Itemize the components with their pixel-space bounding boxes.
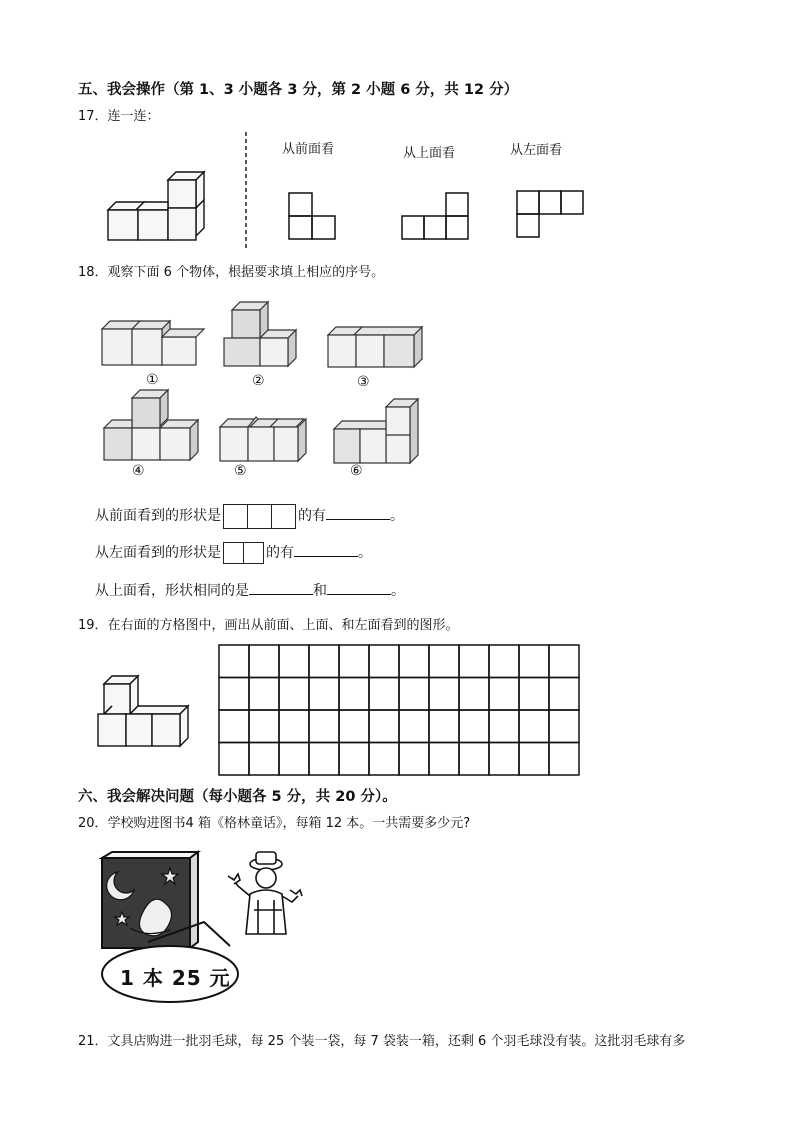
grid-cell[interactable] — [429, 710, 459, 743]
q18-line-front-prefix: 从前面看到的形状是 — [95, 508, 221, 524]
grid-cell[interactable] — [279, 743, 309, 776]
q18-line-top-mid: 和 — [313, 583, 327, 599]
grid-cell[interactable] — [459, 710, 489, 743]
grid-cell[interactable] — [519, 645, 549, 678]
q18-object-2 — [222, 300, 302, 372]
q18-object-4-label: ④ — [132, 463, 145, 479]
q18-object-1 — [100, 317, 206, 369]
q18-answer-blank-front[interactable] — [326, 519, 390, 520]
q17-label-left: 从左面看 — [510, 143, 563, 158]
q17-label-front: 从前面看 — [282, 142, 335, 157]
q17-dashed-divider — [244, 132, 248, 248]
q18-line-front-end: 。 — [390, 508, 404, 524]
q20-speech-bubble — [100, 910, 300, 1006]
grid-cell[interactable] — [429, 743, 459, 776]
question-19-text: 19．在右面的方格图中，画出从前面、上面、和左面看到的图形。 — [78, 618, 459, 633]
grid-cell[interactable] — [309, 743, 339, 776]
grid-cell[interactable] — [459, 645, 489, 678]
grid-cell[interactable] — [549, 645, 579, 678]
q18-object-5-label: ⑤ — [234, 463, 247, 479]
grid-cell[interactable] — [399, 645, 429, 678]
question-17-text: 17．连一连： — [78, 109, 160, 124]
grid-cell[interactable] — [549, 710, 579, 743]
front-view-shape-three-squares — [223, 504, 296, 529]
grid-cell[interactable] — [339, 645, 369, 678]
grid-cell[interactable] — [369, 645, 399, 678]
grid-cell[interactable] — [489, 710, 519, 743]
section-5-title: 五、我会操作（第 1、3 小题各 3 分，第 2 小题 6 分，共 12 分） — [78, 82, 519, 98]
grid-cell[interactable] — [249, 678, 279, 711]
q17-cube-figure — [100, 168, 210, 246]
q18-line-front — [95, 503, 404, 529]
question-21-text: 21．文具店购进一批羽毛球，每 25 个装一袋，每 7 袋装一箱，还剩 6 个羽毛球没有装。这批羽毛球有多 — [78, 1034, 686, 1049]
grid-cell[interactable] — [489, 743, 519, 776]
grid-cell[interactable] — [489, 678, 519, 711]
q18-object-6-label: ⑥ — [350, 463, 363, 479]
q18-line-left — [95, 540, 372, 566]
q18-object-5 — [218, 415, 310, 463]
grid-cell[interactable] — [219, 645, 249, 678]
grid-cell[interactable] — [219, 743, 249, 776]
q18-object-2-label: ② — [252, 373, 265, 389]
question-18-text: 18．观察下面 6 个物体，根据要求填上相应的序号。 — [78, 265, 385, 280]
grid-cell[interactable] — [339, 743, 369, 776]
q20-bubble-price-text: 1 本 25 元 — [120, 966, 231, 990]
grid-cell[interactable] — [429, 678, 459, 711]
grid-cell[interactable] — [519, 710, 549, 743]
grid-cell[interactable] — [399, 743, 429, 776]
grid-cell[interactable] — [309, 645, 339, 678]
grid-cell[interactable] — [549, 678, 579, 711]
grid-cell[interactable] — [399, 678, 429, 711]
grid-cell[interactable] — [549, 743, 579, 776]
q18-line-left-mid: 的有 — [266, 545, 294, 561]
q18-line-left-end: 。 — [358, 545, 372, 561]
grid-cell[interactable] — [519, 743, 549, 776]
grid-cell[interactable] — [219, 678, 249, 711]
q18-answer-blank-left[interactable] — [294, 556, 358, 557]
grid-cell[interactable] — [369, 678, 399, 711]
grid-cell[interactable] — [219, 710, 249, 743]
grid-cell[interactable] — [249, 645, 279, 678]
q17-view-left — [516, 190, 586, 240]
grid-cell[interactable] — [279, 678, 309, 711]
q18-line-top — [95, 578, 405, 604]
grid-cell[interactable] — [279, 710, 309, 743]
grid-cell[interactable] — [339, 710, 369, 743]
grid-cell[interactable] — [369, 710, 399, 743]
q18-object-4 — [102, 388, 202, 464]
q17-view-top — [402, 192, 472, 242]
question-20-text: 20．学校购进图书4 箱《格林童话》，每箱 12 本。一共需要多少元? — [78, 816, 471, 831]
q18-object-3-label: ③ — [357, 374, 370, 390]
q18-line-top-end: 。 — [391, 583, 405, 599]
section-6-title: 六、我会解决问题（每小题各 5 分，共 20 分）。 — [78, 789, 397, 805]
q18-answer-blank-top-1[interactable] — [249, 594, 313, 595]
q18-line-top-prefix: 从上面看，形状相同的是 — [95, 583, 249, 599]
q17-view-front — [288, 192, 338, 242]
left-view-shape-two-squares — [223, 542, 264, 564]
q18-object-1-label: ① — [146, 372, 159, 388]
q19-drawing-grid[interactable] — [218, 644, 580, 776]
grid-cell[interactable] — [309, 678, 339, 711]
q18-object-3 — [326, 325, 426, 371]
grid-cell[interactable] — [279, 645, 309, 678]
q18-object-6 — [332, 397, 424, 465]
grid-cell[interactable] — [519, 678, 549, 711]
q19-cube-figure — [96, 672, 192, 752]
grid-cell[interactable] — [429, 645, 459, 678]
grid-cell[interactable] — [249, 710, 279, 743]
grid-cell[interactable] — [249, 743, 279, 776]
grid-cell[interactable] — [399, 710, 429, 743]
q18-answer-blank-top-2[interactable] — [327, 594, 391, 595]
grid-cell[interactable] — [309, 710, 339, 743]
q17-label-top: 从上面看 — [403, 146, 456, 161]
q18-line-left-prefix: 从左面看到的形状是 — [95, 545, 221, 561]
grid-cell[interactable] — [369, 743, 399, 776]
grid-cell[interactable] — [339, 678, 369, 711]
grid-cell[interactable] — [459, 678, 489, 711]
grid-cell[interactable] — [489, 645, 519, 678]
q18-line-front-mid: 的有 — [298, 508, 326, 524]
grid-cell[interactable] — [459, 743, 489, 776]
